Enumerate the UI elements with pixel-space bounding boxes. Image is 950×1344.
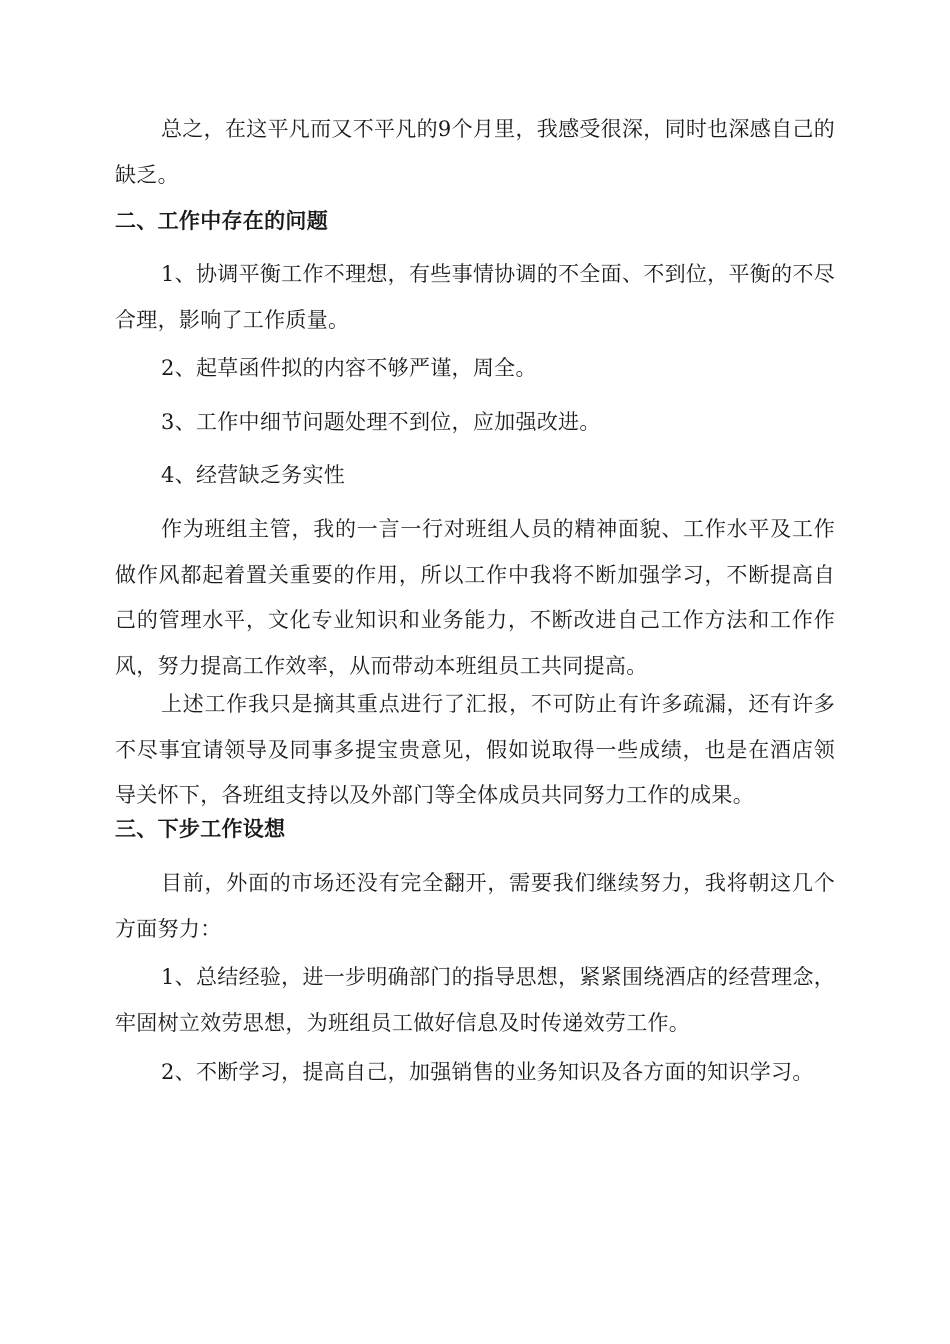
paragraph-report-closing: 上述工作我只是摘其重点进行了汇报，不可防止有许多疏漏，还有许多不尽事宜请领导及同事多提宝贵意见，假如说取得一些成绩，也是在酒店领导关怀下，各班组支持以及外部门等全体成员共同努力工作的成果。 bbox=[115, 692, 835, 807]
paragraph-summary: 总之，在这平凡而又不平凡的9个月里，我感受很深，同时也深感自己的缺乏。 bbox=[115, 117, 835, 187]
section-heading-next-steps: 三、下步工作设想 bbox=[115, 817, 286, 841]
paragraph-market-outlook: 目前，外面的市场还没有完全翻开，需要我们继续努力，我将朝这几个方面努力： bbox=[115, 871, 835, 941]
paragraph-plan-1: 1、总结经验，进一步明确部门的指导思想，紧紧围绕酒店的经营理念，牢固树立效劳思想，为班组员工做好信息及时传递效劳工作。 bbox=[115, 965, 835, 1035]
section-heading-problems: 二、工作中存在的问题 bbox=[115, 209, 328, 233]
paragraph-plan-2: 2、不断学习，提高自己，加强销售的业务知识及各方面的知识学习。 bbox=[161, 1060, 814, 1084]
paragraph-problem-3: 3、工作中细节问题处理不到位，应加强改进。 bbox=[161, 410, 601, 434]
paragraph-problem-4: 4、经营缺乏务实性 bbox=[161, 463, 346, 487]
paragraph-supervisor-role: 作为班组主管，我的一言一行对班组人员的精神面貌、工作水平及工作做作风都起着置关重要的作用，所以工作中我将不断加强学习，不断提高自己的管理水平，文化专业知识和业务能力，不断改进自己工作方法和工作作风，努力提高工作效率，从而带动本班组员工共同提高。 bbox=[115, 517, 835, 678]
paragraph-problem-2: 2、起草函件拟的内容不够严谨，周全。 bbox=[161, 356, 537, 380]
paragraph-problem-1: 1、协调平衡工作不理想，有些事情协调的不全面、不到位，平衡的不尽合理，影响了工作质量。 bbox=[115, 262, 835, 332]
